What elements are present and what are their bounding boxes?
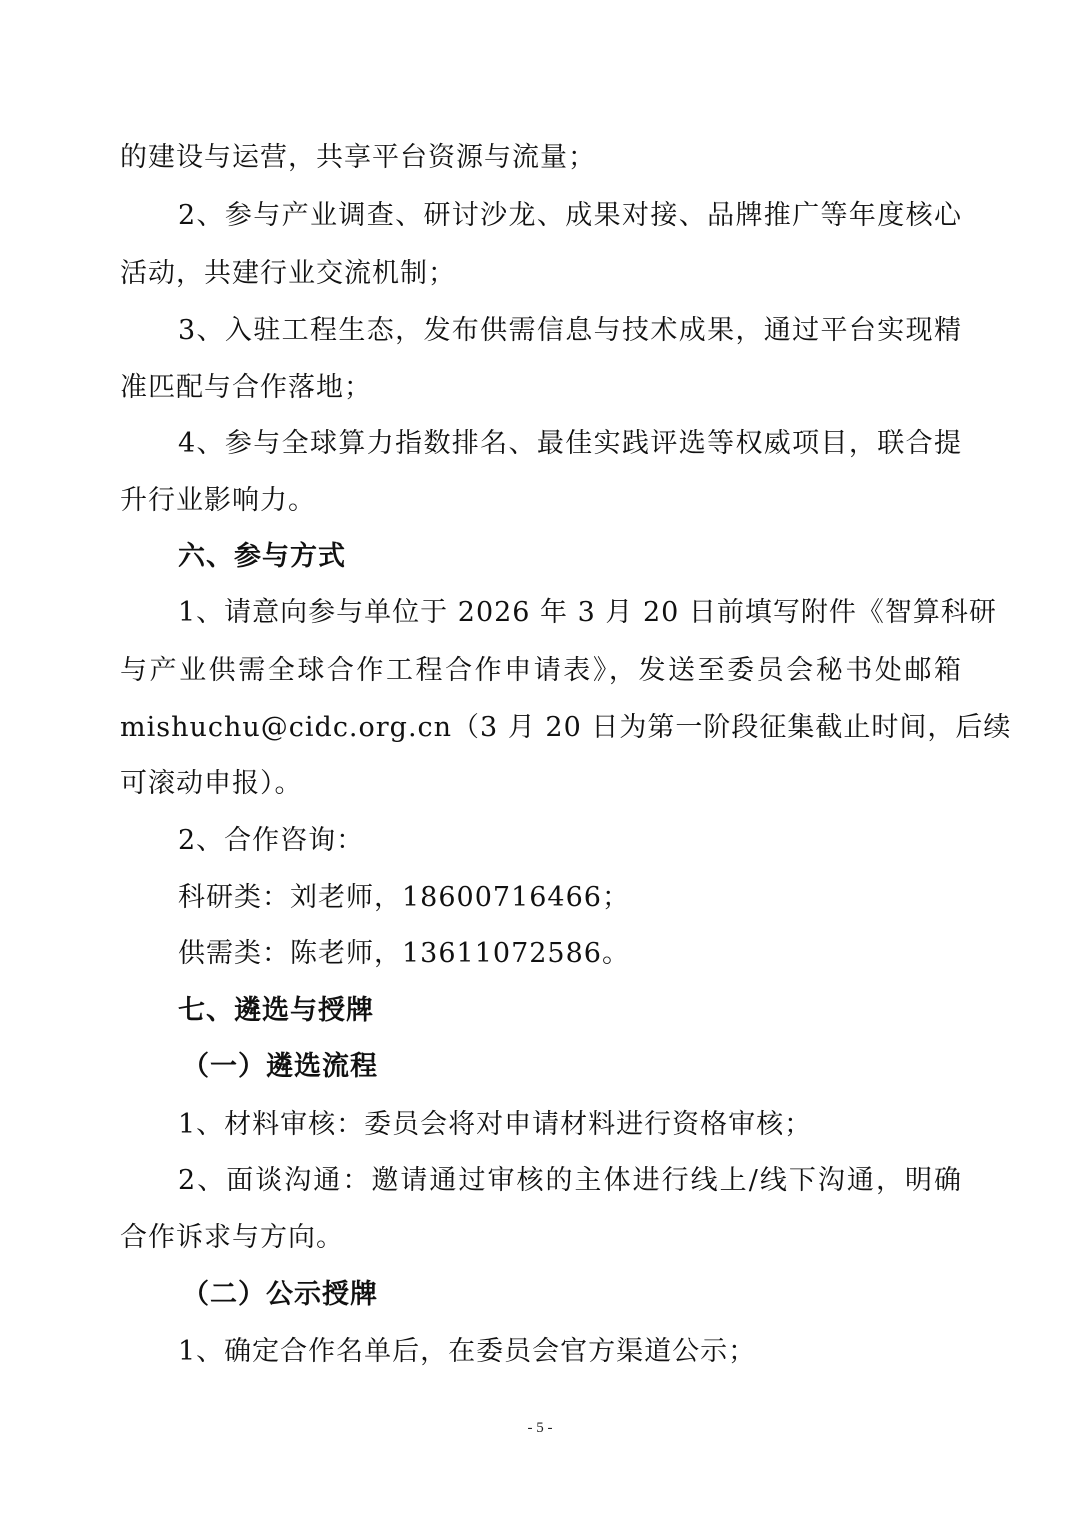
paragraph-line: 的建设与运营，共享平台资源与流量；: [120, 142, 596, 173]
contact-supply-demand: 供需类：陈老师，13611072586。: [178, 938, 630, 969]
paragraph-line: 合作诉求与方向。: [120, 1222, 344, 1253]
paragraph-line: 可滚动申报）。: [120, 768, 303, 799]
paragraph-line: 准匹配与合作落地；: [120, 372, 372, 403]
list-item-3: 3、入驻工程生态，发布供需信息与技术成果，通过平台实现精: [178, 315, 962, 346]
contact-research: 科研类：刘老师，18600716466；: [178, 882, 630, 913]
paragraph-line: 升行业影响力。: [120, 485, 316, 516]
list-item-4: 4、参与全球算力指数排名、最佳实践评选等权威项目，联合提: [178, 428, 962, 459]
page-number: - 5 -: [527, 1420, 553, 1436]
section-heading-selection: 七、遴选与授牌: [178, 995, 374, 1026]
participation-item-2: 2、合作咨询：: [178, 825, 365, 856]
participation-item-1: 1、请意向参与单位于 2026 年 3 月 20 日前填写附件《智算科研: [178, 597, 997, 628]
list-item-2: 2、参与产业调查、研讨沙龙、成果对接、品牌推广等年度核心: [178, 200, 962, 231]
section-heading-participation: 六、参与方式: [178, 541, 346, 572]
process-item-1: 1、材料审核：委员会将对申请材料进行资格审核；: [178, 1109, 813, 1140]
email-line: mishuchu@cidc.org.cn（3 月 20 日为第一阶段征集截止时间，后续: [120, 712, 1012, 743]
publicity-item-1: 1、确定合作名单后，在委员会官方渠道公示；: [178, 1336, 757, 1367]
paragraph-line: 与产业供需全球合作工程合作申请表》，发送至委员会秘书处邮箱: [120, 655, 962, 686]
subsection-heading-publicity: （二）公示授牌: [182, 1279, 378, 1310]
paragraph-line: 活动，共建行业交流机制；: [120, 258, 456, 289]
process-item-2: 2、面谈沟通：邀请通过审核的主体进行线上/线下沟通，明确: [178, 1165, 962, 1196]
subsection-heading-process: （一）遴选流程: [182, 1051, 378, 1082]
